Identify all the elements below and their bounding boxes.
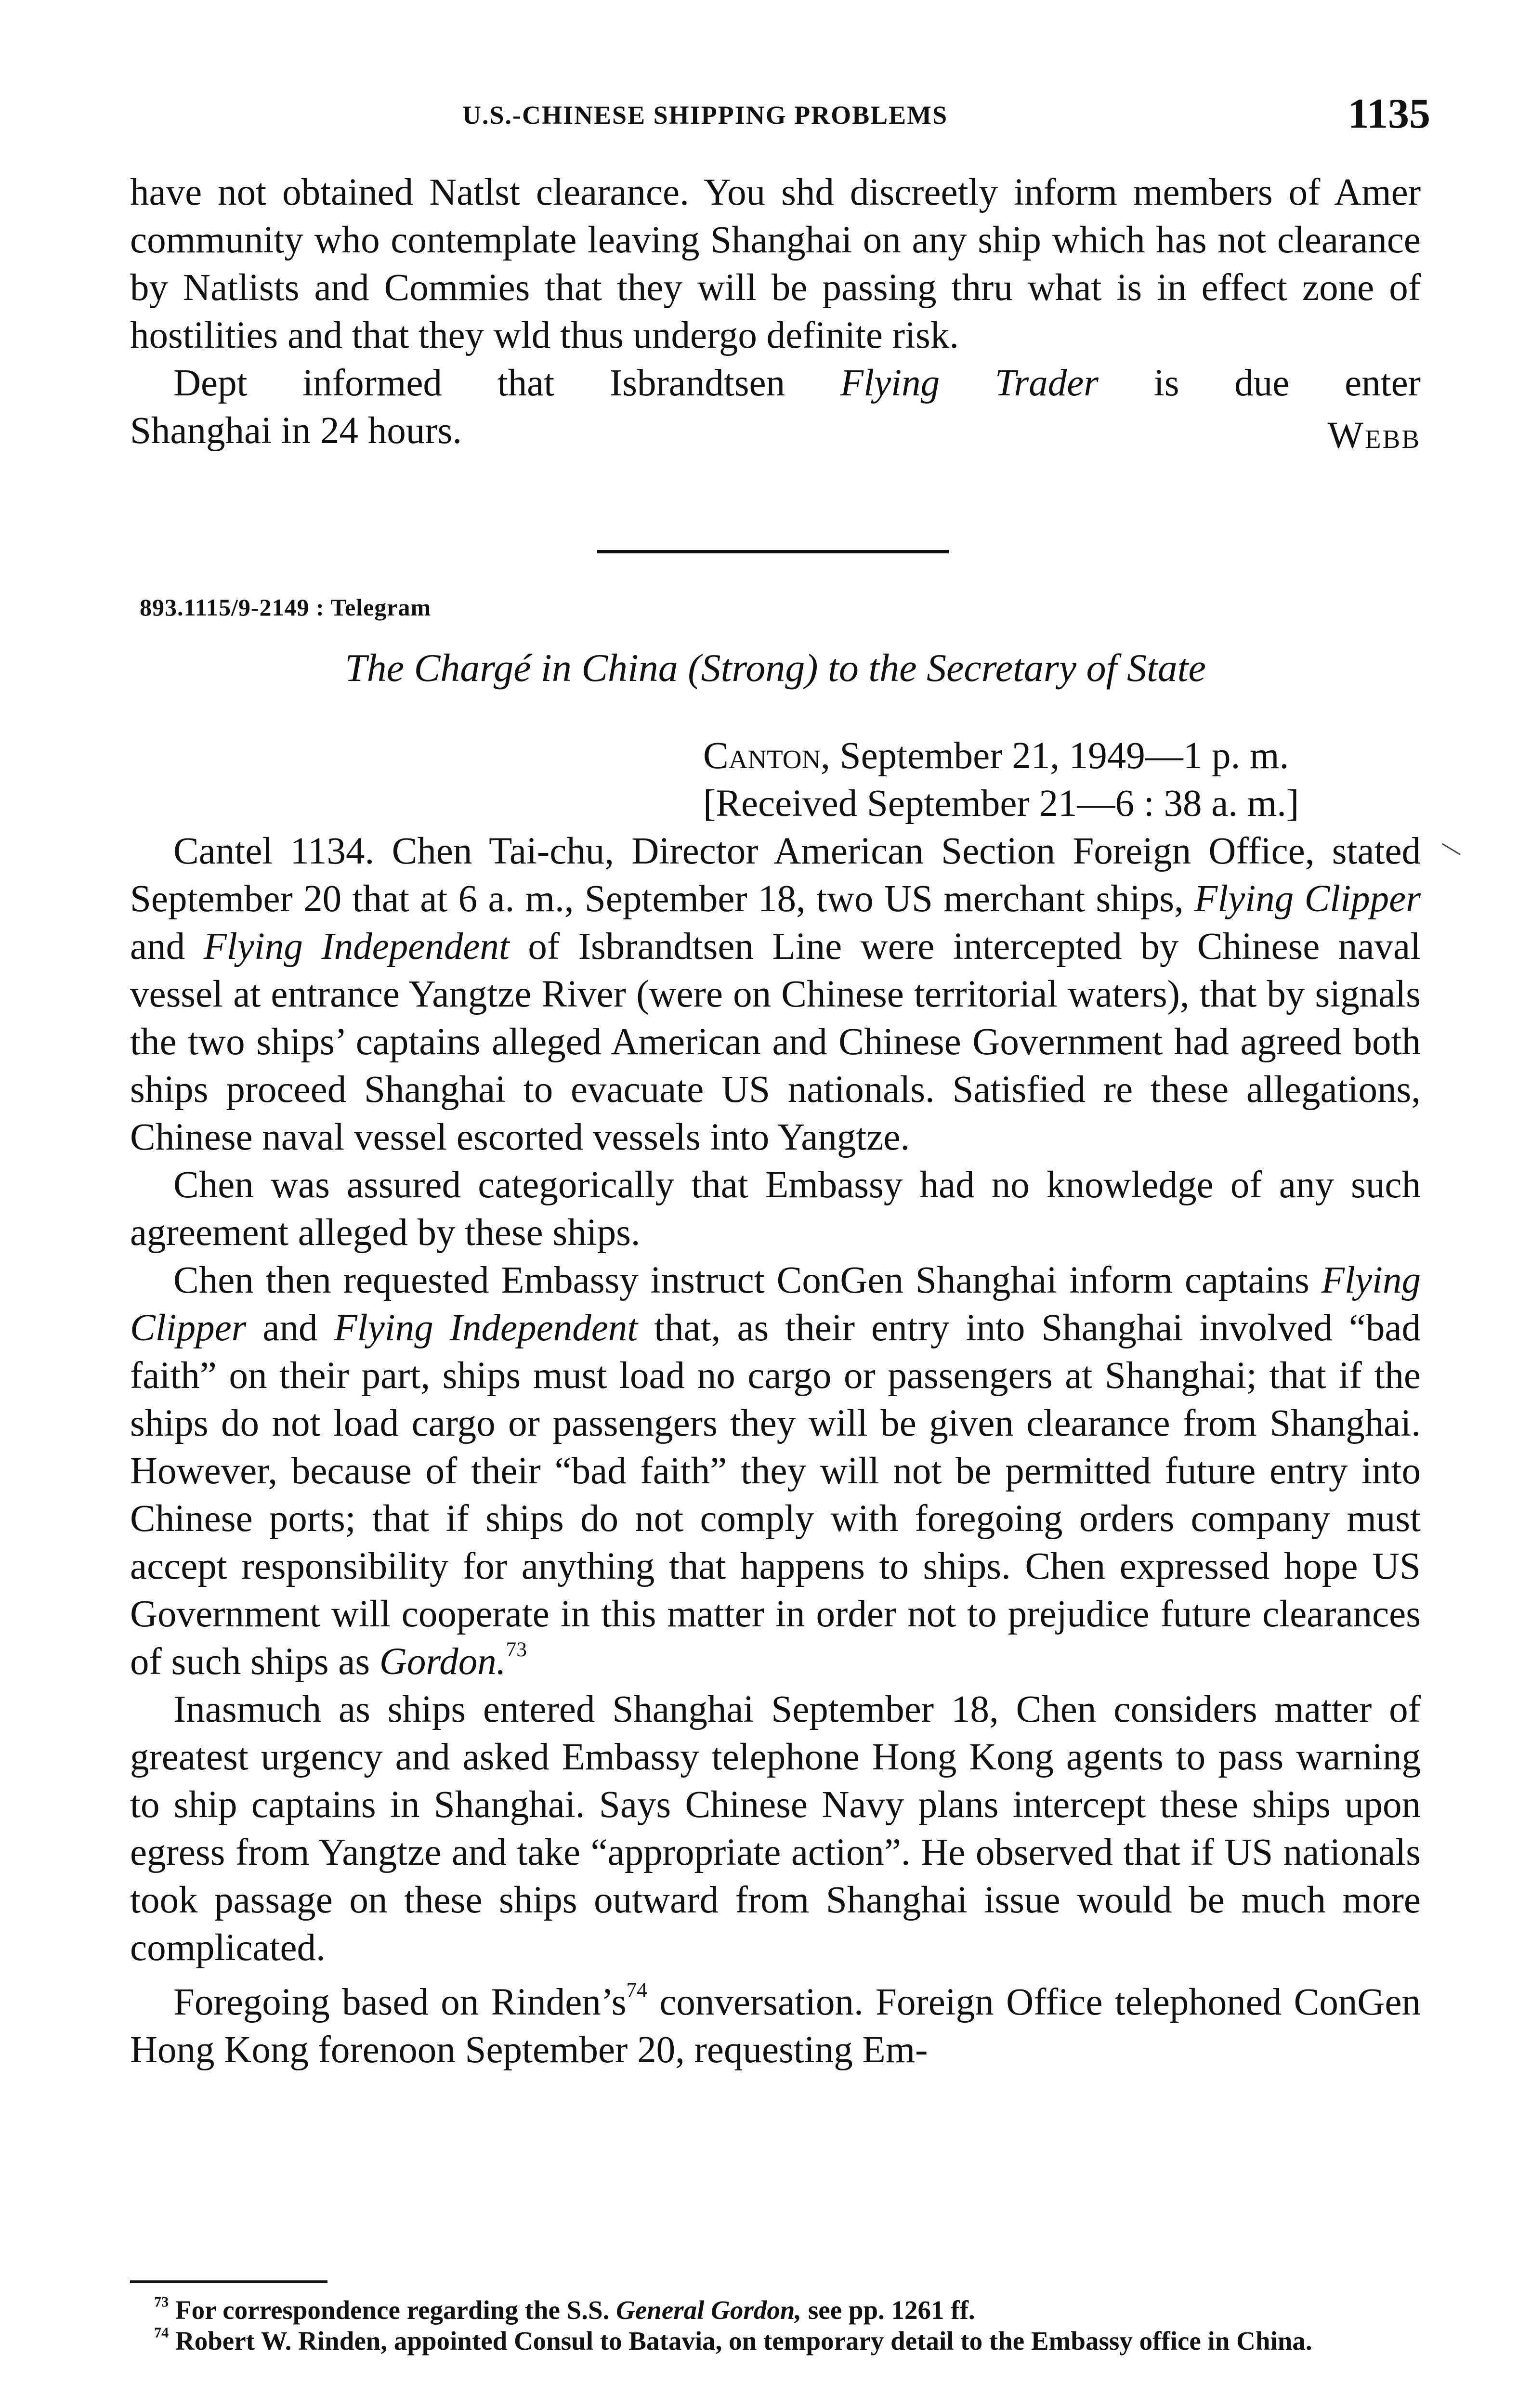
body-paragraph-4: [130, 1686, 1421, 1972]
ship-name: Flying Clipper: [1194, 878, 1421, 920]
footnote-73: [130, 2295, 1421, 2326]
file-reference: 893.1115/9-2149 : Telegram: [140, 594, 432, 621]
paragraph-text: have not obtained Natlst clearance. You shd discreetly inform members of Amer community who contemplate leaving Shanghai on any ship which has not clearance by Natlists and Commies that they will be passing thru what is in effect zone of hostilities and that they wld thus undergo definite risk.: [130, 171, 1421, 356]
footnote-74: [130, 2326, 1421, 2356]
document-title: The Chargé in China (Strong) to the Secretary of State: [345, 646, 1206, 690]
date-sent: [703, 732, 1299, 780]
paragraph-text: Cantel 1134. Chen Tai-chu, Director American Section Foreign Office, stated September 20 that at 6 a. m., September 18, two US merchant ships,: [130, 830, 1421, 920]
date-received: [Received September 21—6 : 38 a. m.]: [703, 783, 1299, 824]
paragraph-text: Chen then requested Embassy instruct ConGen Shanghai inform captains: [173, 1259, 1322, 1301]
continued-paragraph-flying-trader: [130, 359, 1421, 407]
margin-mark: \: [1437, 834, 1465, 864]
footnote-number: 74: [154, 2324, 169, 2341]
footnote-ref-73[interactable]: 73: [506, 1638, 527, 1662]
paragraph-text: Dept informed that Isbrandtsen: [173, 362, 840, 404]
paragraph-text: Foregoing based on Rinden’s: [173, 1981, 627, 2023]
running-head: [130, 90, 1430, 147]
continued-paragraph: [130, 169, 1421, 359]
paragraph-text: and: [130, 926, 204, 968]
running-title: U.S.-CHINESE SHIPPING PROBLEMS: [462, 101, 948, 130]
paragraph-text: that, as their entry into Shanghai involved “bad faith” on their part, ships must load no cargo or passengers at Shanghai; that if the ships do not load cargo or passengers they will be given clearance from Shanghai. However, because of their “bad faith” they will not be permitted future entry into Chinese ports; that if ships do not comply with foregoing orders company must accept responsibility for anything that happens to ships. Chen expressed hope US Government will cooperate in this matter in order not to prejudice future clearances of such ships as: [130, 1307, 1421, 1683]
paragraph-text: Chen was assured categorically that Embassy had no knowledge of any such agreement alleged by these ships.: [130, 1164, 1421, 1254]
ship-name: Flying Independent: [203, 926, 510, 968]
paragraph-text: conversation. Foreign Office telephoned ConGen Hong Kong forenoon September 20, requesting Em-: [130, 1981, 1421, 2071]
footnote-ref-74[interactable]: 74: [626, 1978, 647, 2002]
footnotes: [130, 2295, 1421, 2356]
dateline: [703, 732, 1299, 827]
body-paragraph-1: [130, 827, 1421, 1161]
footnote-number: 73: [154, 2293, 169, 2310]
telegram-body: [130, 827, 1421, 2074]
ship-name: Gordon.: [379, 1641, 506, 1683]
paragraph-text: is due enter: [1099, 362, 1421, 404]
body-paragraph-2: [130, 1161, 1421, 1256]
ship-name: Flying Clipper: [130, 1259, 1421, 1349]
body-paragraph-5: [130, 1978, 1421, 2074]
paragraph-text: of Isbrandtsen Line were intercepted by Chinese naval vessel at entrance Yangtze River (were on Chinese territorial waters), that by signals the two ships’ captains alleged American and Chinese Government had agreed both ships proceed Shanghai to evacuate US nationals. Satisfied re these allegations, Chinese naval vessel escorted vessels into Yangtze.: [130, 926, 1421, 1158]
signature-webb: Webb: [1327, 415, 1421, 457]
place-name: Canton,: [703, 735, 830, 777]
body-paragraph-3: [130, 1256, 1421, 1686]
closing-line: [130, 407, 1421, 455]
paragraph-text: and: [246, 1307, 334, 1349]
paragraph-text: Inasmuch as ships entered Shanghai September 18, Chen considers matter of greatest urgency and asked Embassy telephone Hong Kong agents to pass warning to ship captains in Shanghai. Says Chinese Navy plans intercept these ships upon egress from Yangtze and take “appropriate action”. He observed that if US nationals took passage on these ships outward from Shanghai issue would be much more complicated.: [130, 1688, 1421, 1969]
paragraph-text: Shanghai in 24 hours.: [130, 410, 462, 452]
continued-telegram-text: [130, 169, 1421, 455]
section-divider: [597, 550, 949, 553]
ship-name: General Gordon,: [616, 2295, 802, 2325]
footnote-rule: [130, 2280, 327, 2283]
page-number: 1135: [1348, 91, 1430, 137]
footnote-text: see pp. 1261 ff.: [801, 2295, 975, 2325]
date-time: September 21, 1949—1 p. m.: [830, 735, 1289, 777]
ship-name: Flying Independent: [334, 1307, 638, 1349]
footnote-text: For correspondence regarding the S.S.: [169, 2295, 616, 2325]
footnote-text: Robert W. Rinden, appointed Consul to Batavia, on temporary detail to the Embassy office in China.: [169, 2326, 1312, 2356]
ship-name: Flying Trader: [840, 362, 1099, 404]
